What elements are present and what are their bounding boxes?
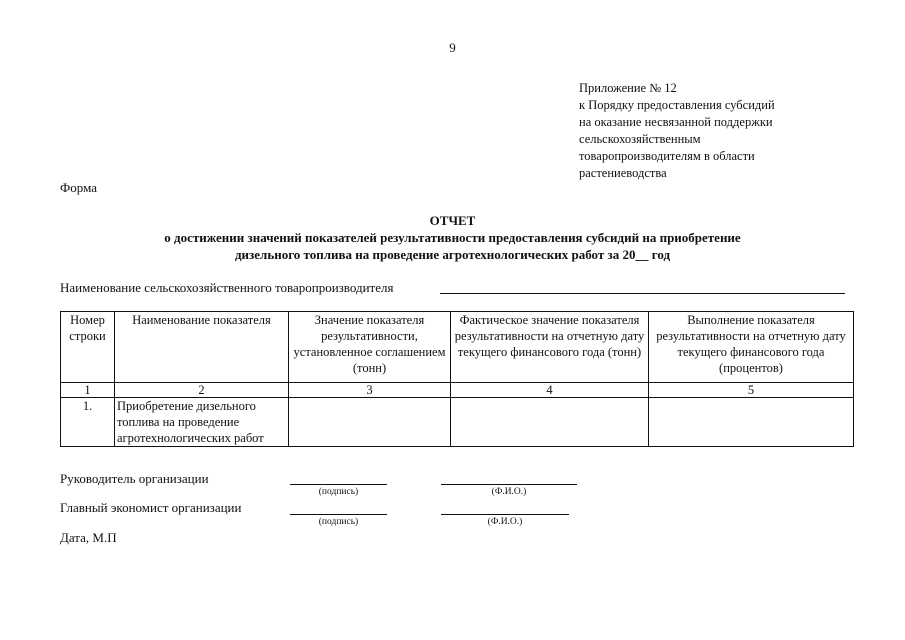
appendix-line: сельскохозяйственным (579, 132, 701, 146)
appendix-line: на оказание несвязанной поддержки (579, 115, 773, 129)
report-title-subtitle-2: дизельного топлива на проведение агротехнологических работ за 20__ год (234, 247, 671, 262)
appendix-block (579, 80, 879, 182)
head-signature-label: Руководитель организации (60, 471, 209, 486)
completion-cell[interactable] (649, 398, 854, 447)
column-number: 4 (451, 383, 649, 398)
form-label: Форма (60, 180, 97, 195)
column-number: 1 (61, 383, 115, 398)
actual-value-cell[interactable] (451, 398, 649, 447)
name-caption: (Ф.И.О.) (487, 517, 523, 527)
report-title-subtitle: о достижении значений показателей результативности предоставления субсидий на приобретение (164, 230, 741, 245)
head-signature-line[interactable] (290, 484, 387, 485)
signature-caption: (подпись) (318, 487, 359, 497)
economist-name-line[interactable] (441, 514, 569, 515)
appendix-line: Приложение № 12 (579, 81, 677, 95)
column-number-row (61, 383, 854, 398)
producer-name-field[interactable] (440, 293, 845, 294)
date-stamp-label: Дата, М.П (60, 530, 117, 545)
table-row (61, 398, 854, 447)
row-number: 1. (61, 398, 115, 447)
column-header: Номер строки (61, 312, 115, 383)
appendix-line: товаропроизводителям в области (579, 149, 755, 163)
indicator-name: Приобретение дизельного топлива на проведение агротехнологических работ (115, 398, 289, 447)
report-title (0, 212, 905, 263)
column-header: Фактическое значение показателя результативности на отчетную дату текущего финансового года (тонн) (451, 312, 649, 383)
column-header: Значение показателя результативности, установленное соглашением (тонн) (289, 312, 451, 383)
table-header-row (61, 312, 854, 383)
appendix-line: к Порядку предоставления субсидий (579, 98, 775, 112)
report-table (60, 311, 854, 447)
column-header: Выполнение показателя результативности на отчетную дату текущего финансового года (процентов) (649, 312, 854, 383)
economist-signature-label: Главный экономист организации (60, 500, 242, 515)
column-number: 3 (289, 383, 451, 398)
indicator-value-cell[interactable] (289, 398, 451, 447)
column-number: 2 (115, 383, 289, 398)
signature-caption: (подпись) (318, 517, 359, 527)
appendix-line: растениеводства (579, 166, 667, 180)
name-caption: (Ф.И.О.) (491, 487, 527, 497)
producer-label: Наименование сельскохозяйственного товаропроизводителя (60, 280, 394, 295)
head-name-line[interactable] (441, 484, 577, 485)
economist-signature-line[interactable] (290, 514, 387, 515)
column-number: 5 (649, 383, 854, 398)
column-header: Наименование показателя (115, 312, 289, 383)
page-number: 9 (449, 40, 456, 55)
report-title-heading: ОТЧЕТ (429, 213, 476, 228)
